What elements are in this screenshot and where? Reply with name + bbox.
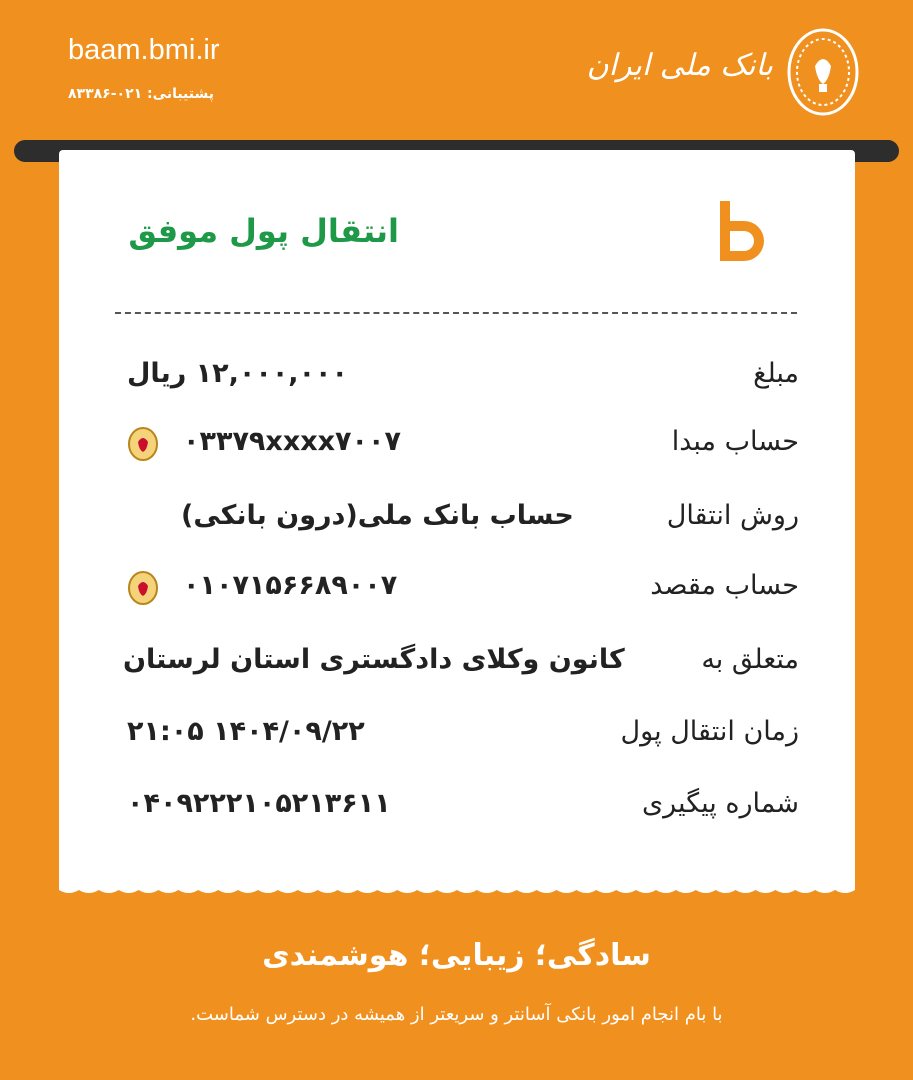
receipt-tear-edge (59, 882, 855, 896)
bank-emblem-icon (785, 26, 861, 118)
amount-value: ۱۲,۰۰۰,۰۰۰ ریال (127, 358, 349, 389)
row-transfer-method (119, 500, 799, 550)
amount-label: مبلغ (753, 358, 799, 389)
bmi-logo-icon (127, 570, 159, 606)
transfer-method-value: حساب بانک ملی(درون بانکی) (181, 500, 574, 531)
row-source-account (119, 426, 799, 476)
source-account-value: ۰۳۳۷۹xxxx۷۰۰۷ (183, 426, 401, 457)
receipt-card (59, 150, 855, 890)
footer-description: با بام انجام امور بانکی آسانتر و سریعتر از همیشه در دسترس شماست. (190, 1004, 723, 1025)
bank-name: بانک ملی ایران (586, 48, 773, 83)
site-url[interactable]: baam.bmi.ir (68, 34, 220, 66)
tracking-number-label: شماره پیگیری (642, 788, 799, 819)
source-account-label: حساب مبدا (671, 426, 799, 457)
transfer-time-label: زمان انتقال پول (620, 716, 799, 747)
row-owner (119, 644, 799, 694)
transfer-time-value: ۱۴۰۴/۰۹/۲۲ ۲۱:۰۵ (127, 716, 365, 747)
support-phone: پشتیبانی: ۰۲۱-۸۳۳۸۶ (68, 86, 214, 102)
row-amount (119, 358, 799, 408)
footer-slogan: سادگی؛ زیبایی؛ هوشمندی (262, 938, 651, 973)
row-transfer-time (119, 716, 799, 766)
divider (115, 312, 797, 314)
header (0, 0, 913, 140)
bam-logo-icon (714, 195, 770, 269)
bmi-logo-icon (127, 426, 159, 462)
page-title: انتقال پول موفق (128, 212, 399, 250)
transfer-method-label: روش انتقال (666, 500, 799, 531)
destination-account-label: حساب مقصد (650, 570, 799, 601)
tracking-number-value: ۰۴۰۹۲۲۲۱۰۵۲۱۳۶۱۱ (127, 788, 391, 819)
owner-label: متعلق به (701, 644, 799, 675)
owner-value: کانون وکلای دادگستری استان لرستان (123, 644, 625, 675)
row-destination-account (119, 570, 799, 620)
row-tracking-number (119, 788, 799, 838)
destination-account-value: ۰۱۰۷۱۵۶۶۸۹۰۰۷ (183, 570, 398, 601)
